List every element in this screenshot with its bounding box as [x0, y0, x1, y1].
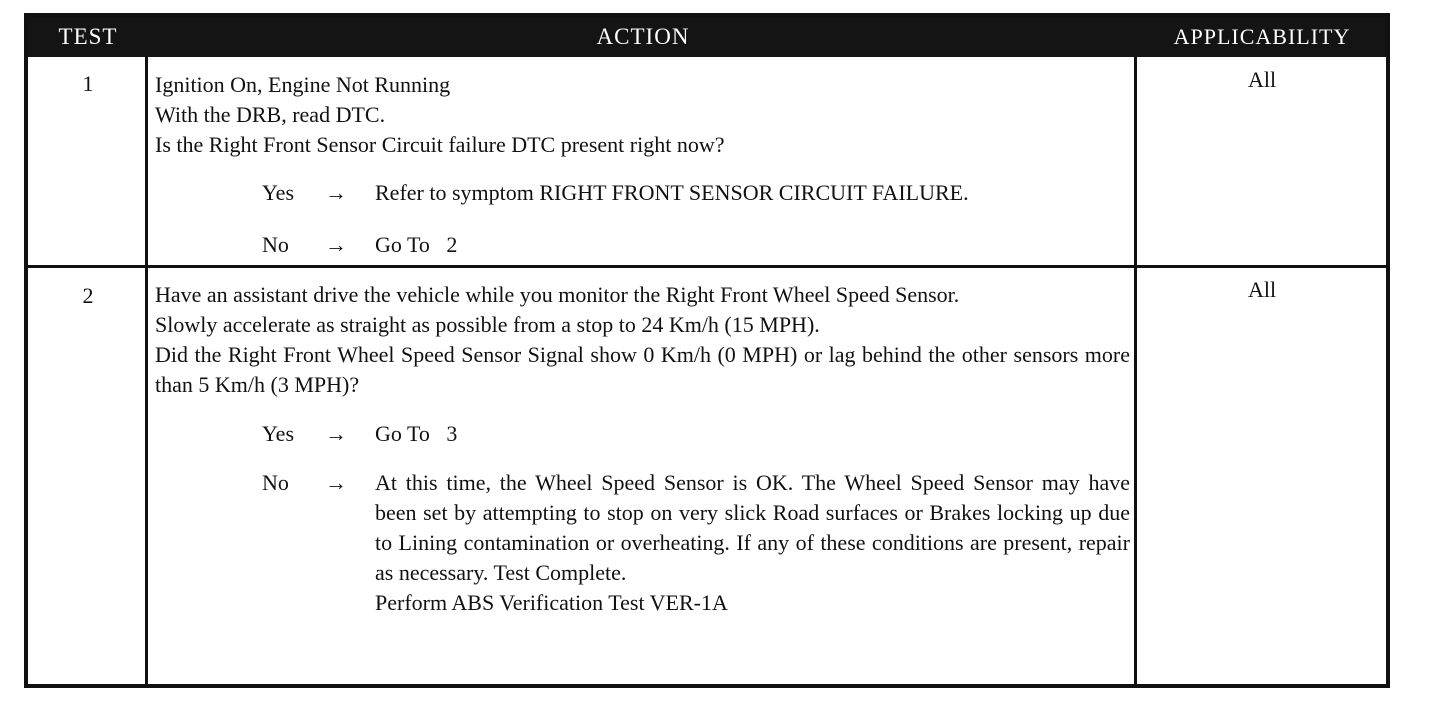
header-test: TEST [58, 24, 118, 49]
action-cell-2 [155, 280, 1130, 618]
header-applicability: APPLICABILITY [1173, 24, 1351, 49]
diagnostic-test-table [24, 13, 1390, 688]
action-line: Slowly accelerate as straight as possible from a stop to 24 Km/h (15 MPH). [155, 312, 820, 337]
column-divider-applicability [1134, 57, 1137, 688]
arrow-right-icon: → [325, 470, 347, 495]
response-text: Go To 2 [375, 232, 458, 257]
action-line: Is the Right Front Sensor Circuit failure DTC present right now? [155, 132, 725, 157]
response-label: Yes [262, 421, 295, 446]
response-text-verification: Perform ABS Verification Test VER-1A [375, 590, 728, 615]
arrow-right-icon: → [325, 421, 347, 446]
action-question: Did the Right Front Wheel Speed Sensor Signal show 0 Km/h (0 MPH) or lag behind the other sensors more than 5 Km/h (3 MPH)? [155, 342, 1130, 397]
action-line: Ignition On, Engine Not Running [155, 72, 451, 97]
response-yes-2 [155, 419, 1130, 449]
arrow-right-icon: → [325, 232, 347, 257]
applicability-1: All [1247, 67, 1277, 92]
action-line: With the DRB, read DTC. [155, 102, 386, 127]
response-text: Refer to symptom RIGHT FRONT SENSOR CIRCUIT FAILURE. [375, 180, 969, 205]
action-question: Have an assistant drive the vehicle while you monitor the Right Front Wheel Speed Sensor. [155, 282, 960, 307]
table-header [28, 17, 1386, 57]
response-text: Go To 3 [375, 421, 458, 446]
action-cell-1 [155, 70, 1130, 260]
response-yes-1 [155, 178, 1130, 208]
response-no-1 [155, 230, 1130, 260]
response-text: At this time, the Wheel Speed Sensor is OK. The Wheel Speed Sensor may have been set by attempting to stop on very slick Road surfaces or Brakes locking up due to Lining contamination or overheating. If any of these conditions are present, repair as necessary. Test Complete. [375, 470, 1130, 585]
applicability-2: All [1247, 277, 1277, 302]
column-divider-test [145, 57, 148, 688]
response-label: Yes [262, 180, 295, 205]
response-label: No [262, 470, 289, 495]
header-action: ACTION [596, 24, 690, 49]
response-no-2 [155, 468, 1130, 618]
test-number-2: 2 [82, 283, 94, 308]
arrow-right-icon: → [325, 180, 347, 205]
test-number-1: 1 [82, 71, 94, 96]
row-divider [28, 265, 1386, 268]
response-label: No [262, 232, 289, 257]
